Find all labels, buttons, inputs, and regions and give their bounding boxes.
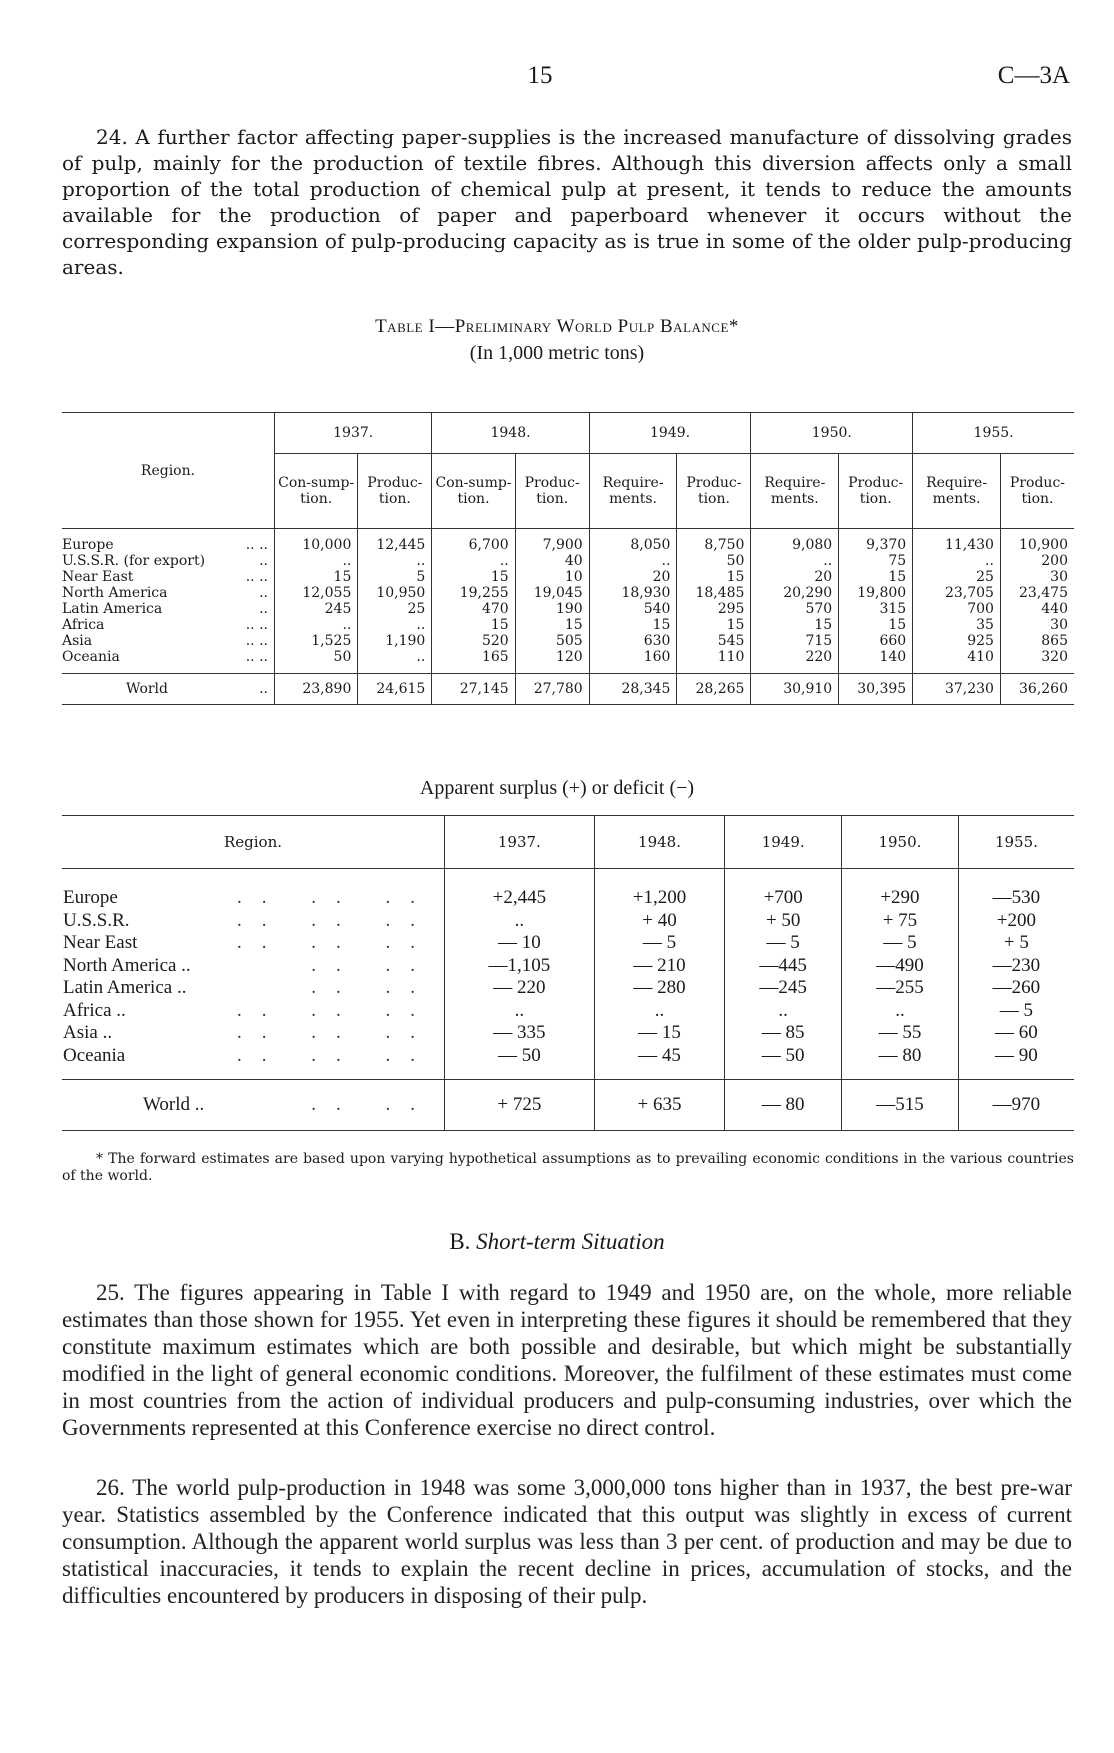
table1-subheader: Con-sump-tion. [275, 454, 358, 529]
table1-cell: 410 [967, 649, 994, 665]
table2-cell: .. [778, 999, 788, 1021]
table2-cell: + 5 [1003, 932, 1029, 953]
table2-world-cell: —515 [842, 1080, 959, 1131]
table2-cell: — 45 [638, 1044, 681, 1066]
table1-cell: 320 [1041, 649, 1068, 665]
table1-data-block [62, 529, 1074, 674]
table1-cell: .. [661, 553, 671, 569]
table1-cell: 19,255 [459, 585, 509, 601]
table1-cell: 505 [555, 633, 583, 649]
table1-cell: 200 [1041, 553, 1068, 569]
table2-cell: — 5 [883, 932, 917, 953]
table1-year-header: 1948. [432, 413, 589, 454]
table1-subheader: Produc-tion. [677, 454, 751, 529]
table2-cell: —530 [992, 887, 1041, 908]
table1-cell: 30 [1050, 569, 1068, 585]
table1-cell: 700 [967, 601, 994, 617]
table2-column [594, 869, 725, 1080]
pulp-balance-table [62, 412, 1074, 705]
section-heading [0, 1229, 1114, 1255]
table1-cell: 1,190 [385, 633, 426, 649]
table2-title: Apparent surplus (+) or deficit (−) [419, 777, 695, 799]
paragraph-26 [62, 1474, 1072, 1609]
table1-cell: 18,930 [621, 585, 671, 601]
table1-region: .. .. Asia [62, 633, 268, 649]
table1-cell: 8,050 [630, 537, 671, 553]
page-number: 15 [527, 62, 553, 89]
table1-region: .. .. Africa [62, 617, 268, 633]
table1-cell: .. [342, 617, 352, 633]
table1-cell: 220 [805, 649, 833, 665]
table1-year-header: 1937. [275, 413, 432, 454]
table2-year-header: 1949. [725, 816, 842, 869]
table1-region: .. U.S.S.R. (for export) [62, 553, 268, 569]
table2-cell: —260 [992, 977, 1041, 998]
table2-cell: —255 [876, 977, 924, 998]
table1-cell: 15 [490, 569, 509, 585]
table1-world-cell: 37,230 [913, 674, 1001, 705]
table2-column [958, 869, 1074, 1080]
table2-region: U.S.S.R. .. .. .. [63, 909, 435, 931]
table1-cell: 925 [967, 633, 994, 649]
table2-cell: — 15 [638, 1022, 681, 1043]
table2-cell: +1,200 [632, 887, 687, 908]
table2-cell: — 50 [761, 1044, 805, 1066]
table2-region: Latin America .. .. .. [63, 977, 435, 998]
table1-cell: .. [416, 617, 426, 633]
table1-cell: 295 [717, 601, 745, 617]
table1-cell: 50 [333, 649, 352, 665]
table2-column [842, 869, 959, 1080]
table1-cell: 715 [805, 633, 833, 649]
table2-cell: — 5 [999, 999, 1034, 1021]
table1-world-cell: 30,395 [839, 674, 913, 705]
table1-cell: 35 [976, 617, 994, 633]
table1-subheader: Produc-tion. [1000, 454, 1074, 529]
table1-world-cell: 24,615 [358, 674, 432, 705]
paragraph-24 [62, 124, 1072, 280]
table1-cell: 120 [555, 649, 583, 665]
table1-cell: 15 [726, 569, 745, 585]
table1-cell: 540 [643, 601, 671, 617]
table1-column [275, 529, 358, 674]
table1-cell: 865 [1041, 633, 1068, 649]
table1-year-header: 1950. [751, 413, 913, 454]
table1-cell: 7,900 [542, 537, 583, 553]
table-footnote: * The forward estimates are based upon varying hypothetical assumptions as to prevailing economic conditions in the various countries of the world. [62, 1151, 1074, 1184]
table2-world-cell: + 725 [445, 1080, 595, 1131]
table1-cell: 15 [888, 617, 907, 633]
table2-cell: + 75 [882, 909, 918, 931]
table1-cell: 20,290 [783, 585, 833, 601]
table1-world-cell: 28,345 [589, 674, 677, 705]
table1-cell: 190 [555, 601, 583, 617]
table2-region: Asia .. .. .. .. [63, 1022, 435, 1043]
table1-cell: 15 [652, 617, 671, 633]
table1-cell: 6,700 [468, 537, 509, 553]
table1-subheader: Con-sump-tion. [432, 454, 515, 529]
table1-cell: 30 [1050, 617, 1068, 633]
table1-cell: 160 [643, 649, 671, 665]
table2-cell: +2,445 [492, 887, 547, 908]
table1-cell: 15 [726, 617, 745, 633]
table2-year-header: 1950. [842, 816, 959, 869]
table1-cell: 110 [717, 649, 745, 665]
table2-cell: —245 [759, 977, 807, 998]
table1-cell: 440 [1041, 601, 1068, 617]
table2-cell: .. [895, 999, 905, 1021]
table2-cell: — 80 [878, 1044, 922, 1066]
table2-cell: —490 [876, 954, 924, 976]
table2-cell: +700 [763, 887, 803, 908]
table1-world-cell: 27,780 [515, 674, 589, 705]
table1-cell: 9,080 [792, 537, 833, 553]
table1-world-cell: 30,910 [751, 674, 839, 705]
table1-column [913, 529, 1001, 674]
table1-column [1000, 529, 1074, 674]
table2-cell: — 335 [493, 1022, 546, 1043]
table1-cell: .. [823, 553, 833, 569]
table1-subheader: Require-ments. [589, 454, 677, 529]
table2-cell: + 50 [765, 909, 801, 931]
table2-header-row [62, 816, 1074, 869]
table2-cell: — 90 [995, 1044, 1038, 1066]
table2-column [445, 869, 595, 1080]
table2-cell: +290 [880, 887, 920, 908]
table1-column [589, 529, 677, 674]
table1-cell: .. [342, 553, 352, 569]
table2-cell: .. [514, 909, 525, 931]
table1-year-row [62, 413, 1074, 454]
table1-cell: 75 [888, 553, 907, 569]
table1-cell: 9,370 [866, 537, 907, 553]
table1-region-list [62, 529, 275, 674]
table2-cell: + 40 [642, 909, 677, 931]
table2-cell: — 210 [633, 954, 686, 976]
table1-region: .. .. Near East [62, 569, 268, 585]
table2-region: Europe .. .. .. [63, 887, 435, 908]
table1-subtitle: (In 1,000 metric tons) [469, 342, 645, 364]
table2-region: North America .. .. .. [63, 954, 435, 976]
paragraph-25 [62, 1279, 1072, 1441]
table1-region-header: Region. [62, 413, 275, 529]
table2-cell: — 10 [497, 932, 541, 953]
table1-cell: 630 [643, 633, 671, 649]
table2-cell: — 85 [761, 1022, 805, 1043]
table1-cell: 15 [814, 617, 833, 633]
table1-region: .. .. Europe [62, 537, 268, 553]
table2-data-block [62, 869, 1074, 1080]
table1-world-label: .. World [62, 674, 275, 705]
table1-subheader: Produc-tion. [839, 454, 913, 529]
table1-subheader: Require-ments. [913, 454, 1001, 529]
table1-column [515, 529, 589, 674]
table1-cell: 25 [976, 569, 994, 585]
table1-subheader: Produc-tion. [358, 454, 432, 529]
table1-cell: 15 [564, 617, 583, 633]
table2-cell: — 60 [995, 1022, 1038, 1043]
table1-cell: 140 [879, 649, 907, 665]
table1-cell: 12,445 [376, 537, 426, 553]
paragraph-26-text: 26. The world pulp-production in 1948 was some 3,000,000 tons higher than in 1937, the best pre-war year. Statistics assembled by the Conference indicated that this output was slightly in excess of current consumption. Although the apparent world surplus was less than 3 per cent. of production and may be due to statistical inaccuracies, it tends to explain the recent decline in prices, accumulation of stocks, and the difficulties encountered by producers in disposing of their pulp. [62, 1475, 1072, 1608]
table1-cell: 660 [879, 633, 907, 649]
table1-world-cell: 36,260 [1000, 674, 1074, 705]
table1-cell: 545 [717, 633, 745, 649]
paragraph-24-text: 24. A further factor affecting paper-supplies is the increased manufacture of dissolving grades of pulp, mainly for the production of textile fibres. Although this diversion affects only a small proportion of the total production of chemical pulp at present, it tends to reduce the amounts available for the production of paper and paperboard whenever it occurs without the corresponding expansion of pulp-producing capacity as is true in some of the older pulp-producing areas. [62, 125, 1072, 279]
table1-cell: .. [416, 649, 426, 665]
table1-cell: 520 [481, 633, 509, 649]
table2-cell: — 220 [493, 977, 546, 998]
table1-cell: 20 [814, 569, 833, 585]
table2-world-cell: + 635 [594, 1080, 725, 1131]
table2-region-list [62, 869, 445, 1080]
table2-cell: — 280 [633, 977, 686, 998]
table1-subheader: Require-ments. [751, 454, 839, 529]
table1-world-cell: 23,890 [275, 674, 358, 705]
table1-column [839, 529, 913, 674]
table1-cell: 23,705 [944, 585, 994, 601]
document-code: C—3A [997, 62, 1070, 89]
table2-region: Near East .. .. .. [63, 932, 435, 953]
table2-year-header: 1948. [594, 816, 725, 869]
table2-cell: —230 [992, 954, 1041, 976]
table1-cell: 19,800 [857, 585, 907, 601]
table1-column [751, 529, 839, 674]
table1-region: .. North America [62, 585, 268, 601]
table2-world-cell: —970 [958, 1080, 1074, 1131]
table1-year-header: 1955. [913, 413, 1074, 454]
table1-cell: 40 [564, 553, 583, 569]
table2-year-header: 1955. [958, 816, 1074, 869]
table2-cell: —1,105 [488, 954, 551, 976]
table2-cell: .. [654, 999, 665, 1021]
table1-year-header: 1949. [589, 413, 751, 454]
table1-cell: 245 [324, 601, 352, 617]
table1-cell: 1,525 [311, 633, 352, 649]
table1-column [432, 529, 515, 674]
section-title: Short-term Situation [476, 1229, 665, 1254]
table1-cell: .. [416, 553, 426, 569]
table1-subheader: Produc-tion. [515, 454, 589, 529]
table1-cell: .. [499, 553, 509, 569]
table1-cell: 18,485 [695, 585, 745, 601]
table2-cell: —445 [759, 954, 807, 976]
table1-world-cell: 28,265 [677, 674, 751, 705]
table2-cell: .. [514, 999, 525, 1021]
table1-cell: 11,430 [944, 537, 994, 553]
paragraph-25-text: 25. The figures appearing in Table I with regard to 1949 and 1950 are, on the whole, more reliable estimates than those shown for 1955. Yet even in interpreting these figures it should be remembered that they constitute maximum estimates which are both possible and desirable, but which might be substantially modified in the light of general economic conditions. Moreover, the fulfilment of these estimates must come in most countries from the action of individual producers and pulp-consuming industries, over which the Governments represented at this Conference exercise no direct control. [62, 1280, 1072, 1440]
table2-world-label: World .. .. .. [62, 1080, 445, 1131]
table2-year-header: 1937. [445, 816, 595, 869]
table2-region-header: Region. [62, 816, 445, 869]
table2-cell: — 5 [766, 932, 800, 953]
table1-region: .. .. Oceania [62, 649, 268, 665]
table1-cell: 23,475 [1019, 585, 1068, 601]
table1-cell: 15 [333, 569, 352, 585]
table2-region: Africa .. .. .. .. [63, 999, 435, 1021]
table2-cell: — 55 [878, 1022, 922, 1043]
table2-region: Oceania .. .. .. [63, 1044, 435, 1066]
table1-cell: 50 [726, 553, 745, 569]
table1-cell: 570 [805, 601, 833, 617]
table1-cell: 25 [407, 601, 426, 617]
table1-column [358, 529, 432, 674]
table1-cell: 10,000 [302, 537, 352, 553]
table1-region: .. Latin America [62, 601, 268, 617]
table1-cell: 12,055 [302, 585, 352, 601]
table1-world-row [62, 674, 1074, 705]
table2-cell: — 5 [642, 932, 677, 953]
table1-cell: 10,950 [376, 585, 426, 601]
surplus-deficit-table [62, 815, 1074, 1131]
table1-title: Table I—Preliminary World Pulp Balance* [375, 316, 739, 337]
table1-cell: 5 [416, 569, 426, 585]
table1-cell: 19,045 [533, 585, 583, 601]
table1-column [677, 529, 751, 674]
table2-world-cell: — 80 [725, 1080, 842, 1131]
table1-cell: 10,900 [1019, 537, 1068, 553]
table1-cell: 315 [879, 601, 907, 617]
table1-cell: 15 [888, 569, 907, 585]
table1-cell: 15 [490, 617, 509, 633]
table1-cell: .. [985, 553, 994, 569]
table2-world-row [62, 1080, 1074, 1131]
table1-cell: 8,750 [704, 537, 745, 553]
table1-cell: 10 [564, 569, 583, 585]
table1-cell: 165 [481, 649, 509, 665]
table1-cell: 470 [481, 601, 509, 617]
table1-world-cell: 27,145 [432, 674, 515, 705]
table2-cell: — 50 [497, 1044, 541, 1066]
table2-column [725, 869, 842, 1080]
table1-cell: 20 [652, 569, 671, 585]
section-letter: B. [449, 1229, 471, 1254]
table2-cell: +200 [996, 909, 1037, 931]
